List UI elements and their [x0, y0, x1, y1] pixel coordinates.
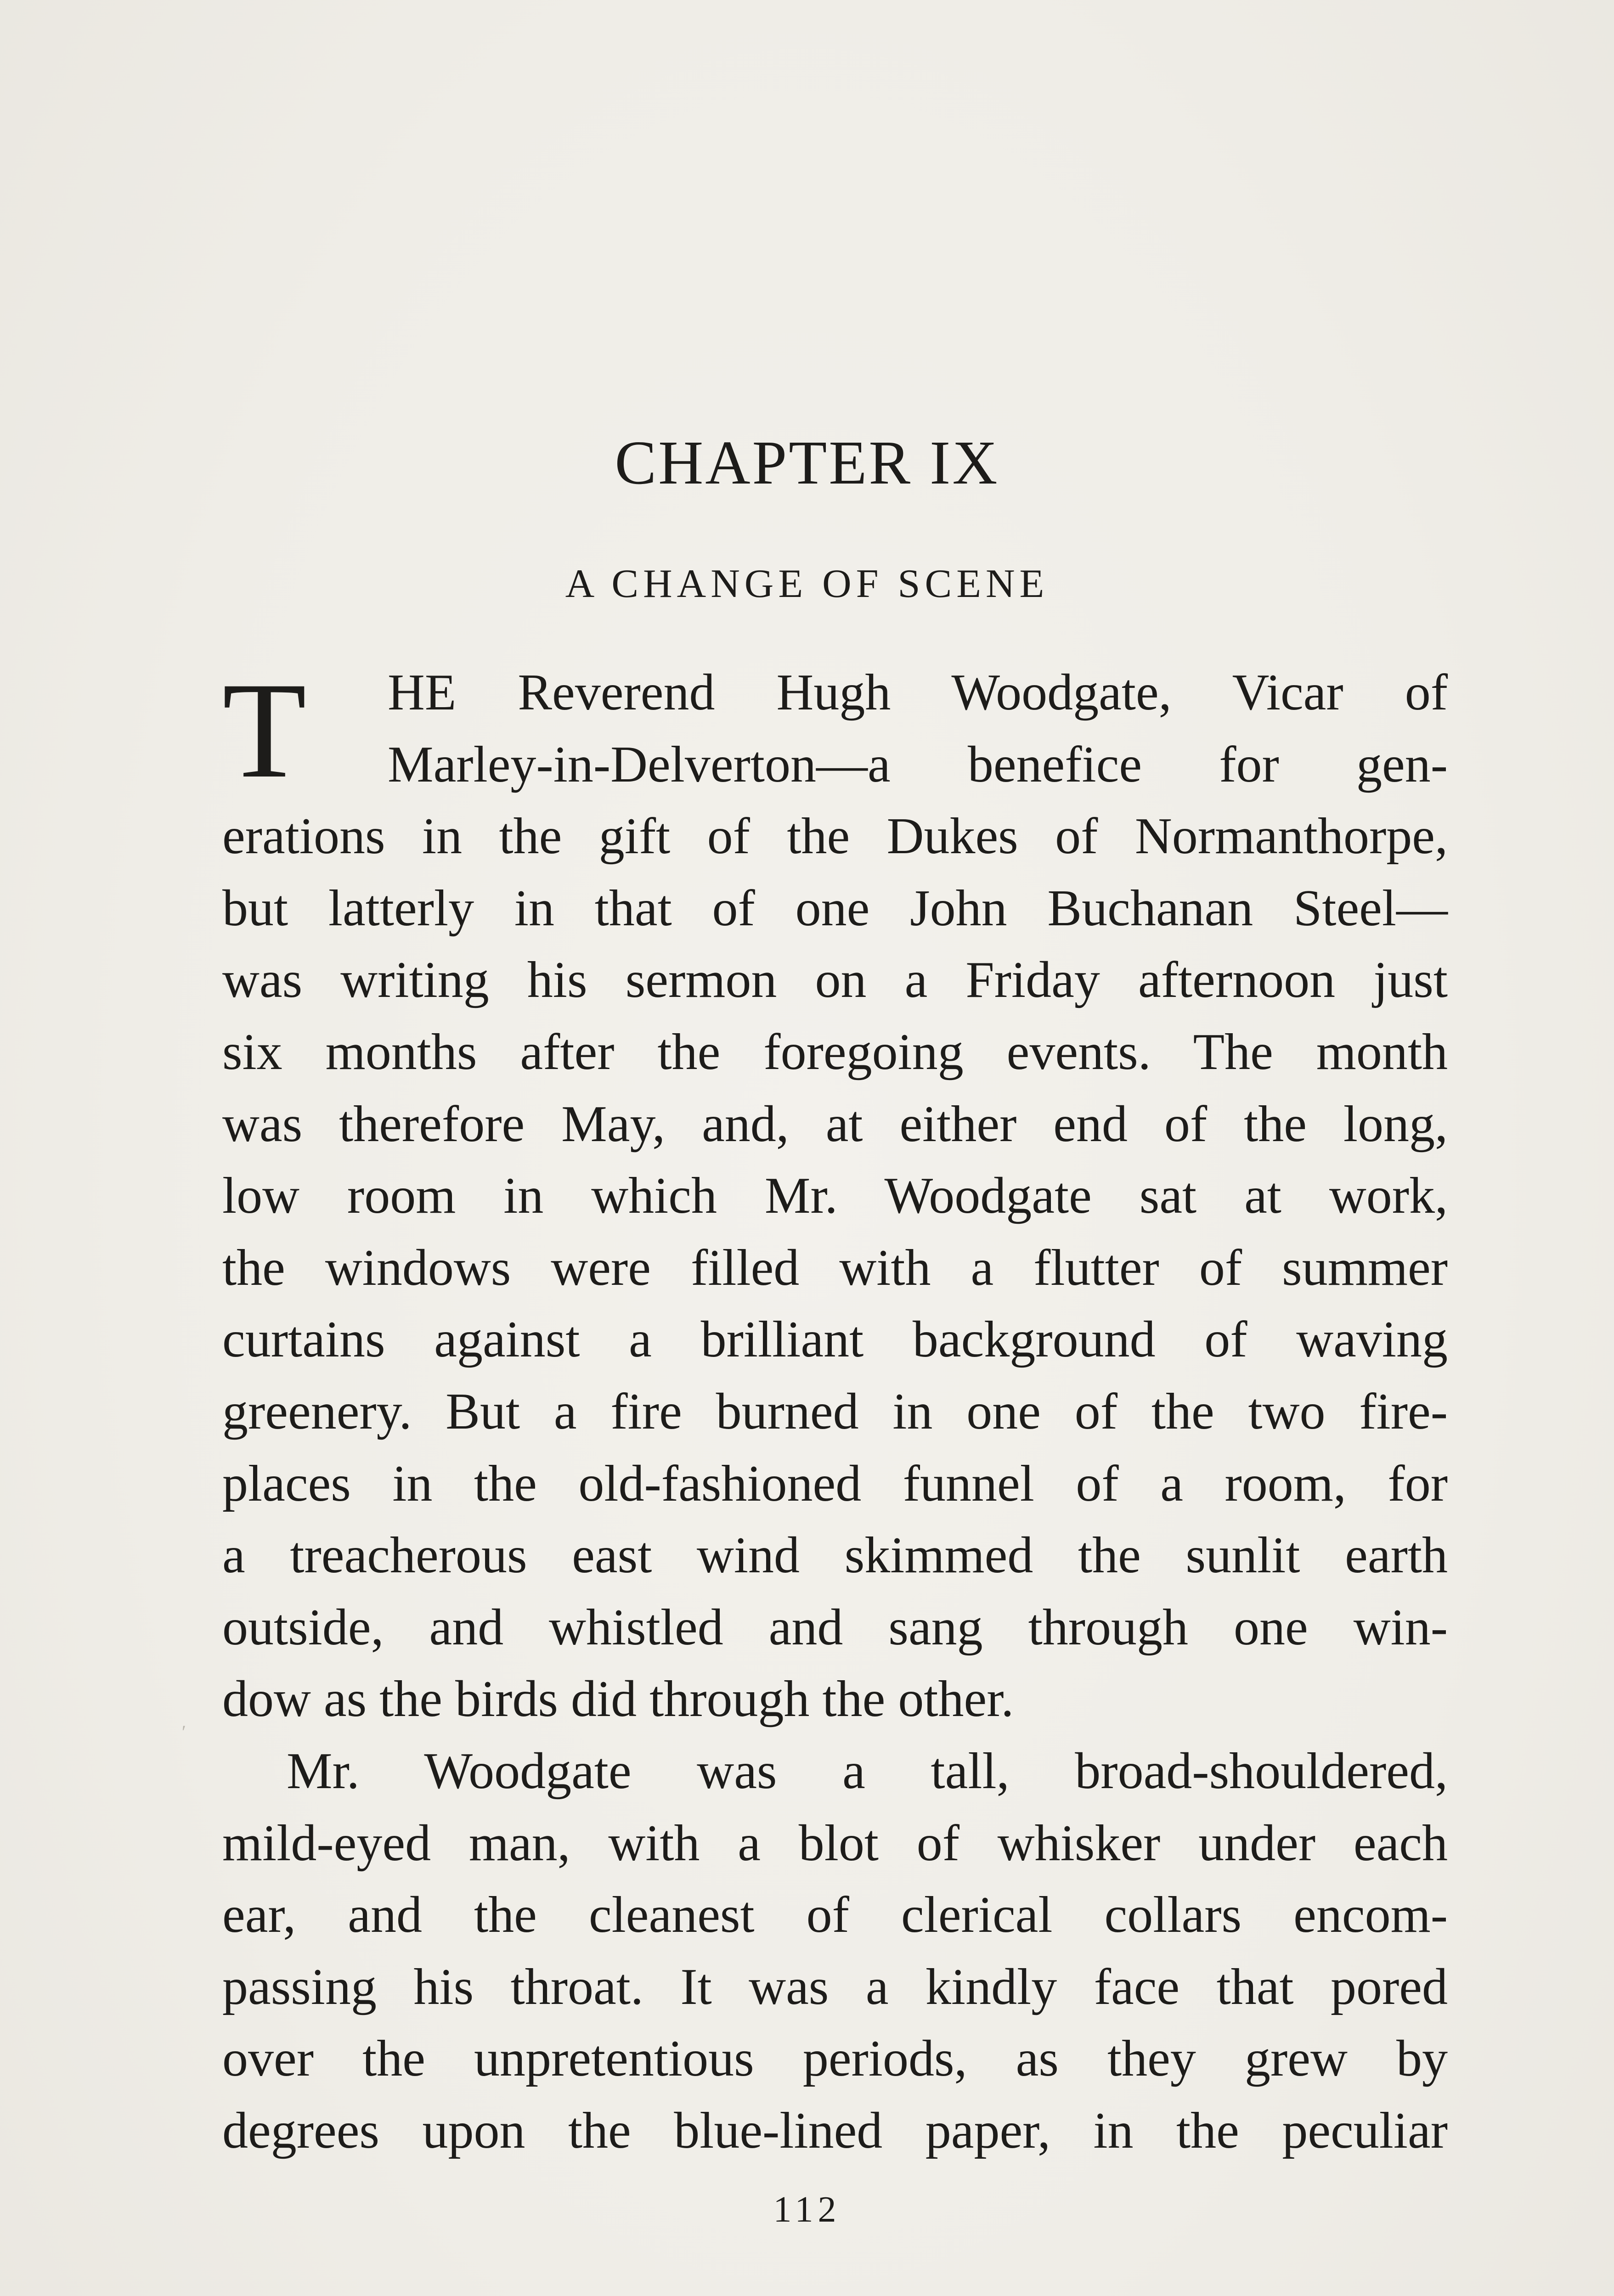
body-text	[222, 654, 1448, 2167]
text-line: low room in which Mr. Woodgate sat at work,	[222, 1167, 1448, 1225]
text-line: ear, and the cleanest of clerical collars encom-	[222, 1886, 1448, 1944]
page-number: 112	[773, 2189, 841, 2230]
text-line: dow as the birds did through the other.	[222, 1671, 1014, 1728]
text-line: erations in the gift of the Dukes of Normanthorpe,	[222, 808, 1448, 865]
text-line: six months after the foregoing events. The month	[222, 1023, 1448, 1080]
margin-mark: ′	[182, 1722, 186, 1742]
text-line: Marley-in-Delverton—a benefice for gen-	[388, 736, 1448, 793]
text-line: was therefore May, and, at either end of the long,	[222, 1095, 1448, 1153]
text-line: over the unpretentious periods, as they grew by	[222, 2030, 1448, 2088]
text-line: mild-eyed man, with a blot of whisker under each	[222, 1814, 1448, 1872]
text-line: degrees upon the blue-lined paper, in the peculiar	[222, 2102, 1448, 2159]
chapter-subtitle: A CHANGE OF SCENE	[565, 562, 1049, 606]
chapter-title: CHAPTER IX	[615, 428, 999, 497]
text-line: was writing his sermon on a Friday afternoon just	[222, 951, 1448, 1009]
text-line: passing his throat. It was a kindly face that pored	[222, 1958, 1448, 2015]
text-line: curtains against a brilliant background of waving	[222, 1311, 1448, 1368]
text-line: greenery. But a fire burned in one of the two fire-	[222, 1383, 1448, 1440]
text-line: HE Reverend Hugh Woodgate, Vicar of	[388, 664, 1448, 721]
text-line: outside, and whistled and sang through one win-	[222, 1598, 1448, 1656]
text-line: Mr. Woodgate was a tall, broad-shouldered,	[287, 1742, 1448, 1800]
text-line: a treacherous east wind skimmed the sunlit earth	[222, 1527, 1448, 1584]
drop-cap: T	[222, 654, 307, 806]
text-line: places in the old-fashioned funnel of a room, for	[222, 1455, 1448, 1512]
text-line: the windows were filled with a flutter of summer	[222, 1239, 1448, 1296]
text-line: but latterly in that of one John Buchanan Steel—	[222, 879, 1448, 937]
